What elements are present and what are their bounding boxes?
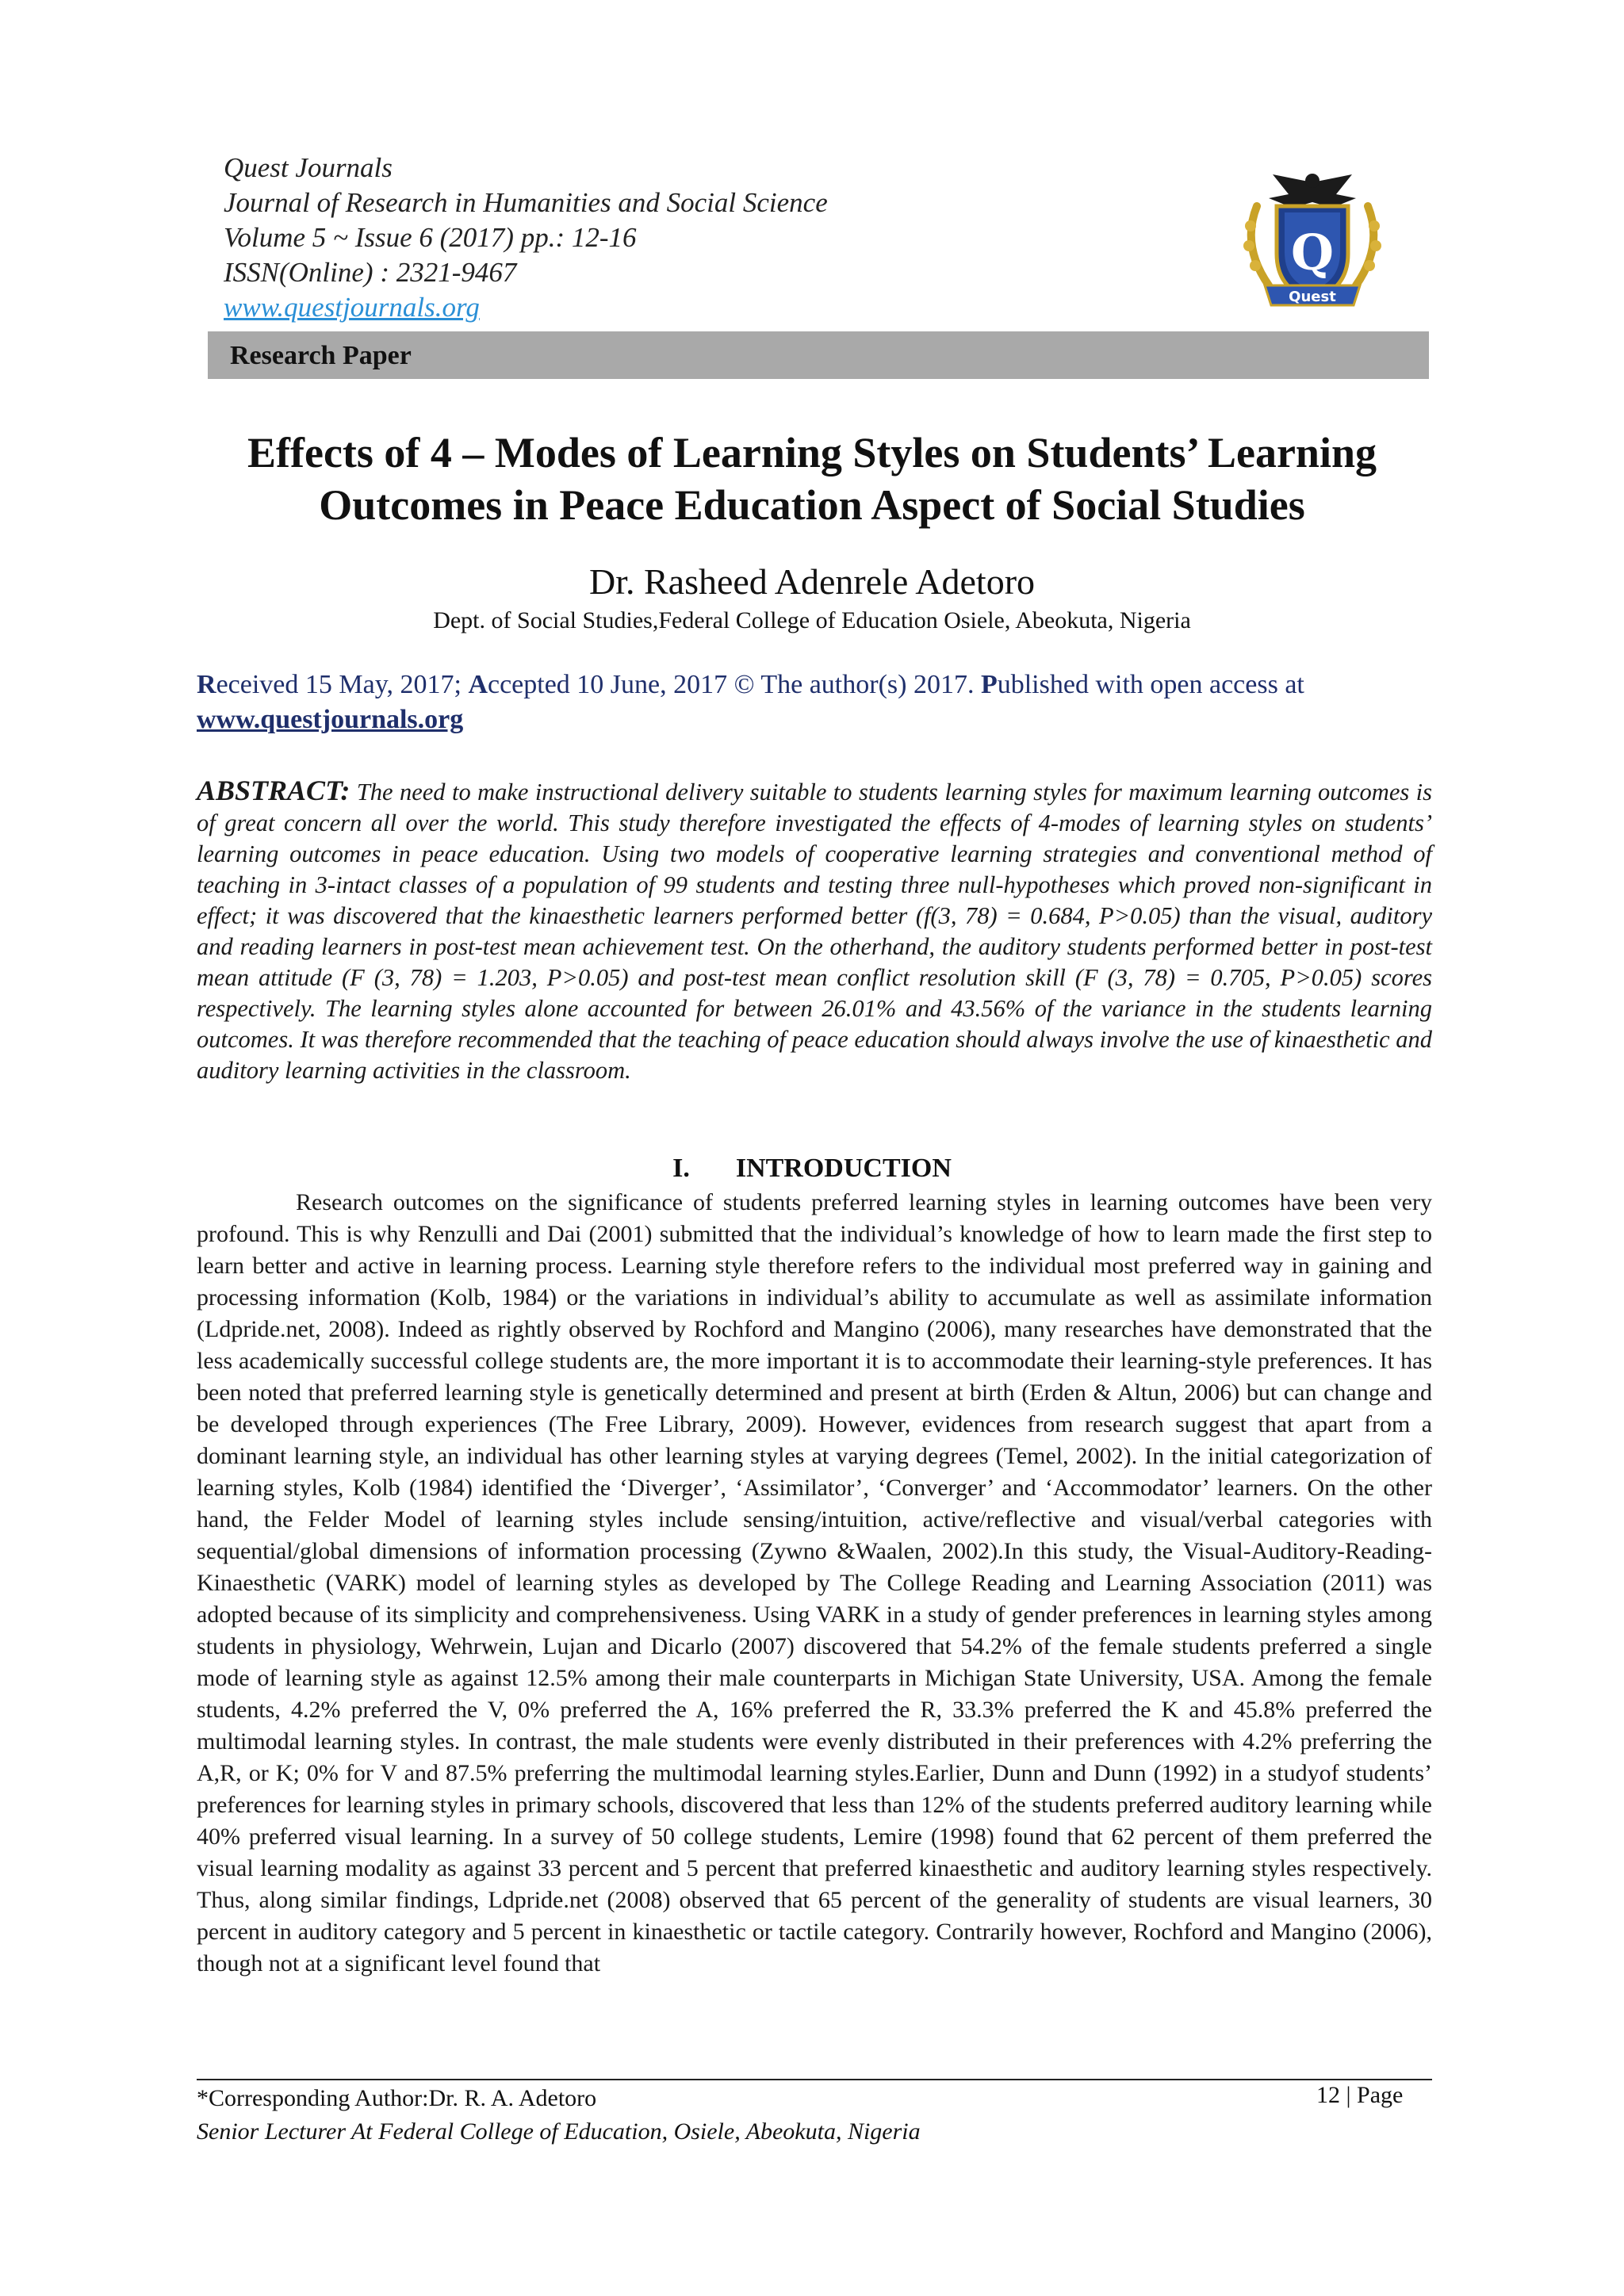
paper-title: [159, 427, 1465, 531]
journal-publisher: Quest Journals: [224, 152, 393, 183]
journal-header: [224, 151, 828, 325]
introduction-body: Research outcomes on the significance of students preferred learning styles in learning outcomes have been very profound. This is why Renzulli and Dai (2001) submitted that the individual’s knowledge of how to learn made the first step to learn better and active in learning process. Learning style therefore refers to the individual most preferred way in gaining and processing information (Kolb, 1984) or the variations in individual’s ability to accumulate as well as assimilate information (Ldpride.net, 2008). Indeed as rightly observed by Rochford and Mangino (2006), many researches have demonstrated that the less academically successful college students are, the more important it is to accommodate their learning-style preferences. It has been noted that preferred learning style is genetically determined and present at birth (Erden & Altun, 2006) but can change and be developed through experiences (The Free Library, 2009). However, evidences from research suggest that apart from a dominant learning style, an individual has other learning styles at varying degrees (Temel, 2002). In the initial categorization of learning styles, Kolb (1984) identified the ‘Diverger’, ‘Assimilator’, ‘Converger’ and ‘Accommodator’ learners. On the other hand, the Felder Model of learning styles include sensing/intuition, active/reflective and visual/verbal categories with sequential/global dimensions of information processing (Zywno &Waalen, 2002).In this study, the Visual-Auditory-Reading-Kinaesthetic (VARK) model of learning styles as developed by The College Reading and Learning Association (2011) was adopted because of its simplicity and comprehensiveness. Using VARK in a study of gender preferences in learning styles among students in physiology, Wehrwein, Lujan and Dicarlo (2007) discovered that 54.2% of the female students preferred a single mode of learning style as against 12.5% among their male counterparts in Michigan State University, USA. Among the female students, 4.2% preferred the V, 0% preferred the A, 16% preferred the R, 33.3% preferred the K and 45.8% preferred the multimodal learning styles. In contrast, the male students were evenly distributed in their preferences with 4.2% preferring the A,R, or K; 0% for V and 87.5% preferring the multimodal learning styles.Earlier, Dunn and Dunn (1992) in a studyof students’ preferences for learning styles in primary schools, discovered that less than 12% of the students preferred auditory learning while 40% preferred visual learning. In a survey of 50 college students, Lemire (1998) found that 62 percent of them preferred the visual learning modality as against 33 percent and 5 percent that preferred kinaesthetic and auditory learning styles respectively. Thus, along similar findings, Ldpride.net (2008) observed that 65 percent of the generality of students are visual learners, 30 percent in auditory category and 5 percent in kinaesthetic or tactile category. Contrarily however, Rochford and Mangino (2006), though not at a significant level found that: [197, 1189, 1432, 1976]
introduction-title: INTRODUCTION: [735, 1154, 952, 1183]
journal-name: Journal of Research in Humanities and Social Science: [224, 187, 828, 218]
footer-divider: [197, 2079, 1432, 2080]
paper-title-line-2: Outcomes in Peace Education Aspect of Social Studies: [319, 481, 1305, 529]
author-position: Senior Lecturer At Federal College of Education, Osiele, Abeokuta, Nigeria: [197, 2118, 921, 2145]
quest-logo-icon: [1225, 159, 1400, 317]
journal-issn: ISSN(Online) : 2321-9467: [224, 257, 517, 288]
section-bar-label: Research Paper: [230, 341, 412, 370]
received-info: [197, 668, 1434, 737]
received-text: eceived 15 May, 2017;: [216, 670, 469, 699]
abstract: [197, 775, 1432, 1086]
received-initial-p: P: [980, 670, 998, 699]
journal-website-link[interactable]: www.questjournals.org: [224, 292, 480, 323]
received-initial-a: A: [468, 670, 488, 699]
introduction-heading: [159, 1154, 1465, 1184]
author-name: Dr. Rasheed Adenrele Adetoro: [588, 561, 1036, 602]
author-affiliation: Dept. of Social Studies,Federal College of Education Osiele, Abeokuta, Nigeria: [433, 607, 1191, 633]
section-bar: [208, 331, 1429, 379]
page-number: 12 | Page: [1316, 2082, 1404, 2108]
abstract-label: ABSTRACT:: [197, 775, 350, 806]
abstract-text: The need to make instructional delivery suitable to students learning styles for maximum learning outcomes is of great concern all over the world. This study therefore investigated the effects of 4-modes of learning styles on students’ learning outcomes in peace education. Using two models of cooperative learning strategies and conventional method of teaching in 3-intact classes of a population of 99 students and testing three null-hypotheses which proved non-significant in effect; it was discovered that the kinaesthetic learners performed better (f(3, 78) = 0.684, P>0.05) than the visual, auditory and reading learners in post-test mean achievement test. On the otherhand, the auditory students performed better in post-test mean attitude (F (3, 78) = 1.203, P>0.05) and post-test mean conflict resolution skill (F (3, 78) = 0.705, P>0.05) scores respectively. The learning styles alone accounted for between 26.01% and 43.56% of the variance in the students learning outcomes. It was therefore recommended that the teaching of peace education should always involve the use of kinaesthetic and auditory learning activities in the classroom.: [197, 779, 1433, 1084]
received-initial-r: R: [197, 670, 216, 699]
journal-volume: Volume 5 ~ Issue 6 (2017) pp.: 12-16: [224, 222, 637, 253]
corresponding-author: *Corresponding Author:Dr. R. A. Adetoro: [197, 2085, 597, 2111]
logo-label: Quest: [1289, 289, 1336, 305]
introduction-number: I.: [672, 1154, 690, 1183]
paper-title-line-1: Effects of 4 – Modes of Learning Styles on Students’ Learning: [247, 429, 1377, 476]
logo-letter: Q: [1290, 224, 1335, 281]
accepted-text: ccepted 10 June, 2017 © The author(s) 2017.: [488, 670, 981, 699]
published-text: ublished with open access at: [997, 670, 1304, 699]
footer-author-info: [197, 2082, 921, 2149]
received-journal-link[interactable]: www.questjournals.org: [197, 705, 464, 734]
